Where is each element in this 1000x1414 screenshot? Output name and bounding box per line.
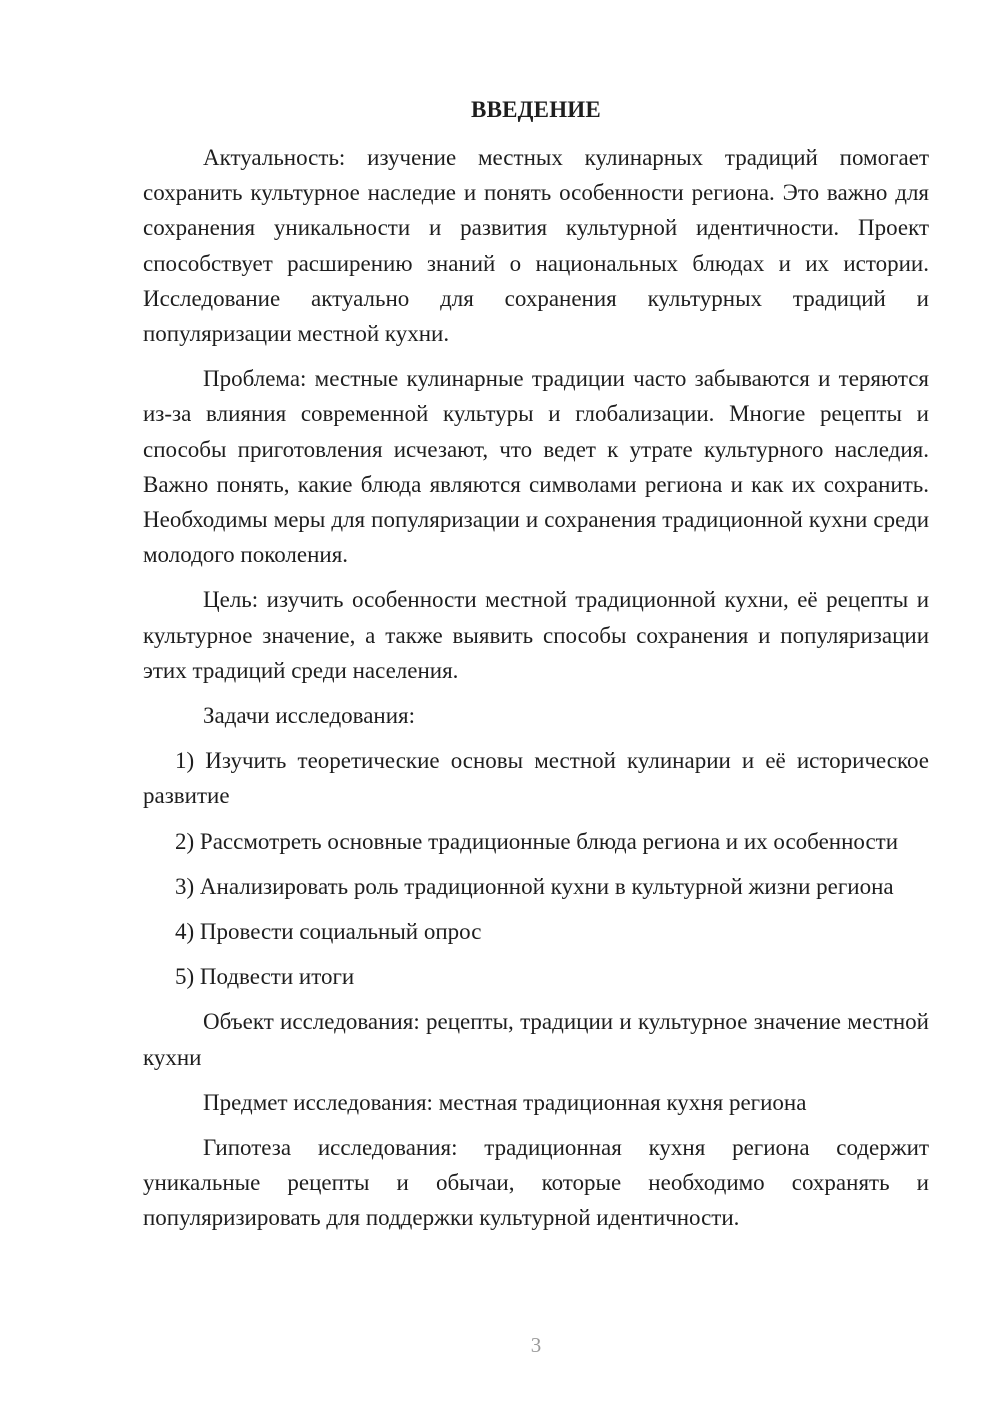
paragraph-hypothesis: Гипотеза исследования: традиционная кухня региона содержит уникальные рецепты и обычаи, которые необходимо сохранять и популяризировать для поддержки культурной идентичности. — [143, 1135, 929, 1231]
document-page — [143, 92, 929, 1246]
task-item-1: 1) Изучить теоретические основы местной кулинарии и её историческое развитие — [143, 748, 929, 809]
task-item-5: 5) Подвести итоги — [175, 964, 355, 990]
paragraph-object: Объект исследования: рецепты, традиции и культурное значение местной кухни — [143, 1009, 929, 1070]
task-item-2: 2) Рассмотреть основные традиционные блюда региона и их особенности — [175, 828, 899, 854]
page-number: 3 — [530, 1333, 542, 1357]
task-item-3: 3) Анализировать роль традиционной кухни в культурной жизни региона — [175, 873, 894, 899]
paragraph-tasks-title: Задачи исследования: — [203, 703, 416, 729]
section-heading: ВВЕДЕНИЕ — [471, 97, 601, 122]
paragraph-subject: Предмет исследования: местная традиционная кухня региона — [203, 1089, 807, 1115]
paragraph-goal: Цель: изучить особенности местной традиционной кухни, её рецепты и культурное значение, а также выявить способы сохранения и популяризации этих традиций среди населения. — [143, 587, 929, 683]
paragraph-problem: Проблема: местные кулинарные традиции часто забываются и теряются из-за влияния современной культуры и глобализации. Многие рецепты и способы приготовления исчезают, что ведет к утрате культурного наследия. Важно понять, какие блюда являются символами региона и как их сохранить. Необходимы меры для популяризации и сохранения традиционной кухни среди молодого поколения. — [143, 366, 929, 568]
task-item-4: 4) Провести социальный опрос — [175, 919, 482, 945]
paragraph-relevance: Актуальность: изучение местных кулинарных традиций помогает сохранить культурное наследие и понять особенности региона. Это важно для сохранения уникальности и развития культурной идентичности. Проект способствует расширению знаний о национальных блюдах и их истории. Исследование актуально для сохранения культурных традиций и популяризации местной кухни. — [143, 145, 929, 347]
